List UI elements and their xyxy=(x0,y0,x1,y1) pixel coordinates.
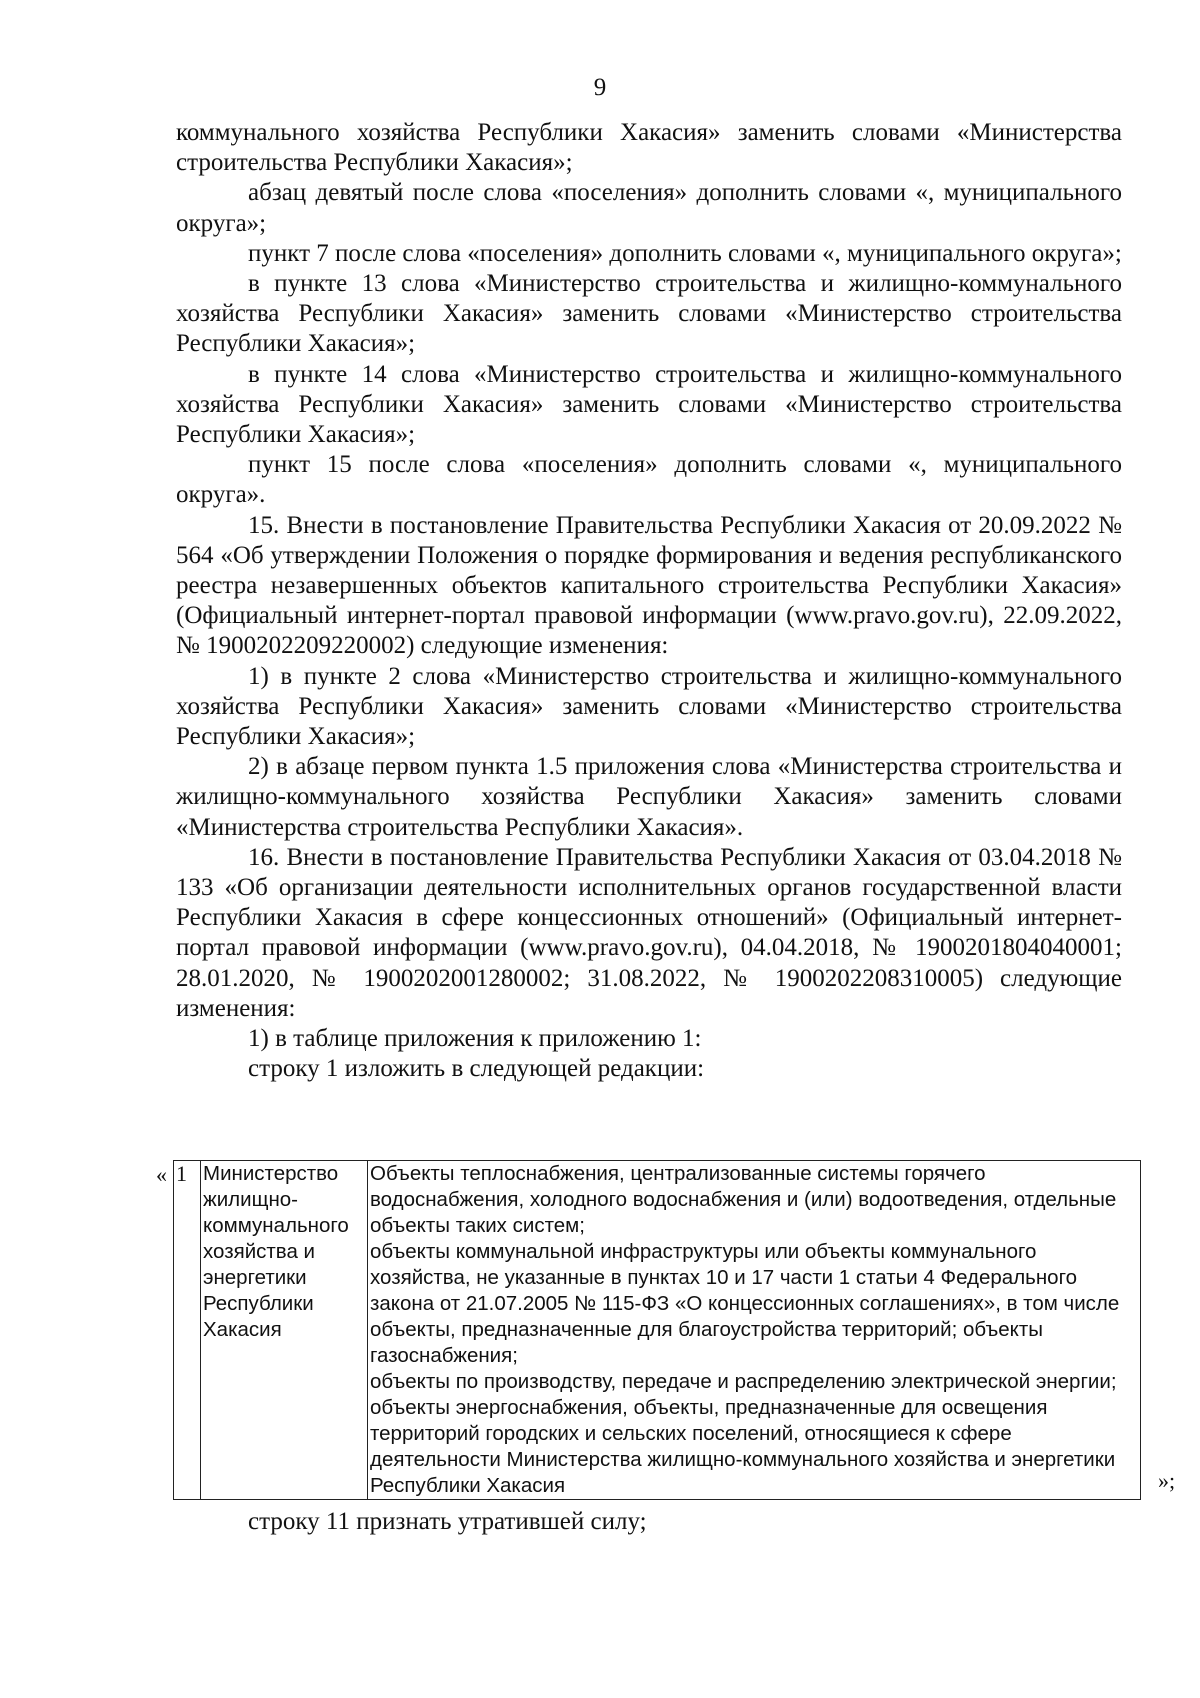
paragraph-item-16: 16. Внести в постановление Правительства Республики Хакасия от 03.04.2018 № 133 «Об организации деятельности исполнительных органов государственной власти Республики Хакасия в сфере концессионных отношений» (Официальный интернет-портал правовой информации (www.pravo.gov.ru), 04.04.2018, № 1900201804040001; 28.01.2020, № 1900202001280002; 31.08.2022, № 1900202208310005) следующие изменения: xyxy=(176,843,1122,1022)
paragraph: строку 1 изложить в следующей редакции: xyxy=(248,1055,705,1083)
paragraph: пункт 15 после слова «поселения» дополнить словами «, муниципального округа». xyxy=(176,451,1122,509)
paragraph-after-table: строку 11 признать утратившей силу; xyxy=(248,1508,647,1535)
paragraph: 1) в пункте 2 слова «Министерство строительства и жилищно-коммунального хозяйства Республики Хакасия» заменить словами «Министерство строительства Республики Хакасия»; xyxy=(176,662,1122,751)
paragraph: в пункте 14 слова «Министерство строительства и жилищно-коммунального хозяйства Республики Хакасия» заменить словами «Министерство строительства Республики Хакасия»; xyxy=(176,360,1122,449)
paragraph: в пункте 13 слова «Министерство строительства и жилищно-коммунального хозяйства Республики Хакасия» заменить словами «Министерство строительства Республики Хакасия»; xyxy=(176,270,1122,358)
row-number-cell: 1 xyxy=(174,1161,201,1500)
object-entry: объекты по производству, передаче и распределению электрической энергии; xyxy=(370,1370,1117,1393)
amendment-table xyxy=(173,1160,1141,1500)
document-body xyxy=(176,118,1122,1085)
paragraph-item-15: 15. Внести в постановление Правительства Республики Хакасия от 20.09.2022 № 564 «Об утверждении Положения о порядке формирования и ведения республиканского реестра незавершенных объектов капитального строительства Республики Хакасия» (Официальный интернет-портал правовой информации (www.pravo.gov.ru), 22.09.2022, № 1900202209220002) следующие изменения: xyxy=(176,511,1122,660)
table-close-quote: »; xyxy=(1158,1468,1176,1493)
table-row xyxy=(174,1161,1141,1500)
object-entry: объекты коммунальной инфраструктуры или объекты коммунального хозяйства, не указанные в пунктах 10 и 17 части 1 статьи 4 Федерального закона от 21.07.2005 № 115-ФЗ «О концессионных соглашениях», в том числе объекты, предназначенные для благоустройства территорий; объекты газоснабжения; xyxy=(370,1240,1120,1367)
organization-cell: Министерство жилищно-коммунального хозяйства и энергетики Республики Хакасия xyxy=(201,1161,368,1500)
paragraph: 1) в таблице приложения к приложению 1: xyxy=(248,1025,702,1053)
object-entry: объекты энергоснабжения, объекты, предназначенные для освещения территорий городских и сельских поселений, относящиеся к сфере деятельности Министерства жилищно-коммунального хозяйства и энергетики Республики Хакасия xyxy=(370,1396,1116,1497)
paragraph: абзац девятый после слова «поселения» дополнить словами «, муниципального округа»; xyxy=(176,179,1122,237)
objects-cell xyxy=(368,1161,1141,1500)
paragraph: коммунального хозяйства Республики Хакасия» заменить словами «Министерства строительства Республики Хакасия»; xyxy=(176,119,1122,177)
page-number: 9 xyxy=(593,74,607,101)
table-open-quote: « xyxy=(156,1162,167,1187)
paragraph: пункт 7 после слова «поселения» дополнить словами «, муниципального округа»; xyxy=(248,239,1122,267)
paragraph: 2) в абзаце первом пункта 1.5 приложения слова «Министерства строительства и жилищно-коммунального хозяйства Республики Хакасия» заменить словами «Министерства строительства Республики Хакасия». xyxy=(176,753,1122,841)
object-entry: Объекты теплоснабжения, централизованные системы горячего водоснабжения, холодного водоснабжения и (или) водоотведения, отдельные объекты таких систем; xyxy=(370,1162,1117,1237)
